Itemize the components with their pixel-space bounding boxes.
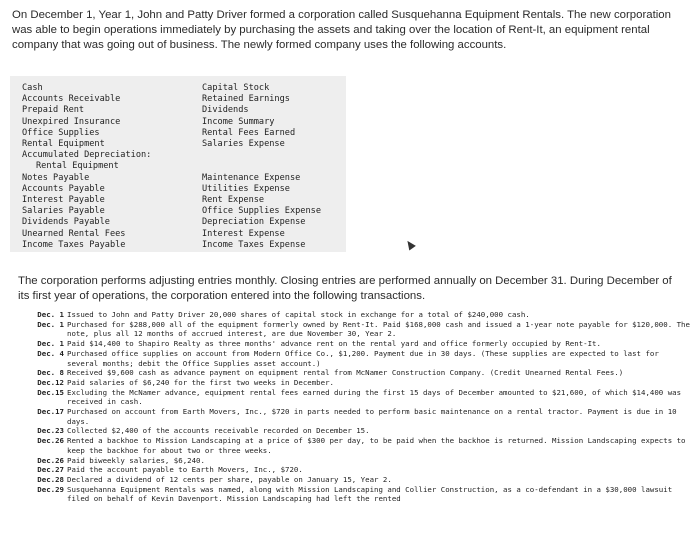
account-accumulated-depreciation: Accumulated Depreciation: xyxy=(22,150,152,161)
transaction-row xyxy=(14,456,694,466)
transaction-date: Dec.29 xyxy=(37,484,64,494)
account-cash: Cash xyxy=(22,83,43,93)
transaction-text: Excluding the McNamer advance, equipment rental fees earned during the first 15 days of December amounted to $21,600, of which $14,400 was received in cash. xyxy=(67,387,686,407)
account-accounts-payable: Accounts Payable xyxy=(22,183,105,194)
transaction-text: Paid $14,400 to Shapiro Realty as three months' advance rent on the rental yard and office formerly occupied by Rent-It. xyxy=(67,339,601,349)
transaction-text: Susquehanna Equipment Rentals was named, along with Mission Landscaping and Collier Construction, as a co-defendant in a $30,000 lawsuit filed on behalf of Kevin Davenport. Mission Landscaping had left the rented xyxy=(67,484,677,504)
account-rental-equipment: Rental Equipment xyxy=(22,139,105,150)
account-dividends: Dividends xyxy=(202,105,249,116)
transaction-date: Dec.23 xyxy=(37,426,64,436)
transaction-row xyxy=(14,426,694,436)
transaction-date: Dec.28 xyxy=(37,474,64,484)
account-interest-expense: Interest Expense xyxy=(202,228,285,239)
account-salaries-payable: Salaries Payable xyxy=(22,206,105,217)
transaction-row xyxy=(14,436,694,455)
transaction-row xyxy=(14,310,694,320)
account-depreciation-expense: Depreciation Expense xyxy=(202,217,306,228)
chart-of-accounts xyxy=(10,76,346,252)
transaction-date: Dec. 4 xyxy=(37,348,64,358)
account-accum-dep-rental-equipment: Rental Equipment xyxy=(36,161,119,172)
transaction-date: Dec.27 xyxy=(37,465,64,475)
account-accounts-receivable: Accounts Receivable xyxy=(22,94,121,105)
transaction-row xyxy=(14,465,694,475)
transaction-row xyxy=(14,407,694,426)
transaction-row xyxy=(14,320,694,339)
transaction-row xyxy=(14,485,694,504)
transaction-row xyxy=(14,388,694,407)
transaction-text: Purchased office supplies on account from Modern Office Co., $1,200. Payment due in 30 days. (These supplies are expected to last for several months; debit the Office Supplies asset account.) xyxy=(67,348,664,368)
account-rent-expense: Rent Expense xyxy=(202,195,265,205)
account-salaries-expense: Salaries Expense xyxy=(202,139,285,150)
account-notes-payable: Notes Payable xyxy=(22,172,90,183)
transaction-date: Dec. 1 xyxy=(37,339,64,349)
account-utilities-expense: Utilities Expense xyxy=(202,183,290,194)
transaction-text: Paid salaries of $6,240 for the first two weeks in December. xyxy=(67,377,334,387)
account-interest-payable: Interest Payable xyxy=(22,195,105,206)
account-retained-earnings: Retained Earnings xyxy=(202,94,290,105)
account-rental-fees-earned: Rental Fees Earned xyxy=(202,127,296,138)
transaction-row xyxy=(14,475,694,485)
transaction-date: Dec.15 xyxy=(37,387,64,397)
account-prepaid-rent: Prepaid Rent xyxy=(22,105,85,116)
account-income-summary: Income Summary xyxy=(202,116,275,127)
account-capital-stock: Capital Stock xyxy=(202,83,270,93)
transaction-date: Dec. 1 xyxy=(37,310,64,319)
transaction-row xyxy=(14,368,694,378)
transaction-row xyxy=(14,349,694,368)
transaction-date: Dec.26 xyxy=(37,436,64,446)
transaction-text: Paid biweekly salaries, $6,240. xyxy=(67,455,205,465)
account-unearned-rental-fees: Unearned Rental Fees xyxy=(22,228,126,239)
account-office-supplies-expense: Office Supplies Expense xyxy=(202,206,321,217)
account-unexpired-insurance: Unexpired Insurance xyxy=(22,116,121,127)
accounts-column-left xyxy=(22,83,151,251)
account-income-taxes-payable: Income Taxes Payable xyxy=(22,239,126,250)
transaction-date: Dec. 8 xyxy=(37,368,64,378)
mouse-cursor-icon xyxy=(404,239,416,251)
transaction-row xyxy=(14,339,694,349)
transaction-text: Paid the account payable to Earth Movers, Inc., $720. xyxy=(67,465,303,475)
transaction-text: Collected $2,400 of the accounts receivable recorded on December 15. xyxy=(67,426,370,436)
adjusting-entries-paragraph: The corporation performs adjusting entries monthly. Closing entries are performed annually on December 31. During December of its first year of operations, the corporation entered into the following transactions. xyxy=(18,275,672,302)
transaction-text: Received $9,600 cash as advance payment on equipment rental from McNamer Construction Company. (Credit Unearned Rental Fees.) xyxy=(67,368,624,378)
transaction-date: Dec. 1 xyxy=(37,319,64,329)
account-maintenance-expense: Maintenance Expense xyxy=(202,172,301,183)
transaction-text: Purchased for $288,000 all of the equipment formerly owned by Rent-It. Paid $168,000 cash and issued a 1-year note payable for $120,000. The note, plus all 12 months of accrued interest, are due November 30, Year 2. xyxy=(67,319,695,339)
transaction-date: Dec.26 xyxy=(37,455,64,465)
transaction-text: Issued to John and Patty Driver 20,000 shares of capital stock in exchange for a total of $240,000 cash. xyxy=(67,310,530,319)
transaction-text: Purchased on account from Earth Movers, Inc., $720 in parts needed to perform basic maintenance on a rental tractor. Payment is due in 10 days. xyxy=(67,407,682,426)
transaction-date: Dec.17 xyxy=(37,407,64,417)
account-income-taxes-expense: Income Taxes Expense xyxy=(202,239,306,250)
intro-paragraph: On December 1, Year 1, John and Patty Driver formed a corporation called Susquehanna Equipment Rentals. The new corporation was able to begin operations immediately by purchasing the assets and taking over the location of Rent-It, an equipment rental company that was going out of business. The newly formed company uses the following accounts. xyxy=(12,9,671,51)
transactions-list xyxy=(14,310,694,504)
transaction-text: Rented a backhoe to Mission Landscaping at a price of $300 per day, to be paid when the backhoe is returned. Mission Landscaping expects to keep the backhoe for about two or three weeks. xyxy=(67,436,690,455)
transaction-row xyxy=(14,378,694,388)
account-dividends-payable: Dividends Payable xyxy=(22,217,110,228)
transaction-text: Declared a dividend of 12 cents per share, payable on January 15, Year 2. xyxy=(67,474,392,484)
accounts-gap xyxy=(202,150,321,161)
transaction-date: Dec.12 xyxy=(37,377,64,387)
account-office-supplies: Office Supplies xyxy=(22,127,100,138)
accounts-gap xyxy=(202,161,321,172)
accounts-column-right xyxy=(202,83,321,251)
